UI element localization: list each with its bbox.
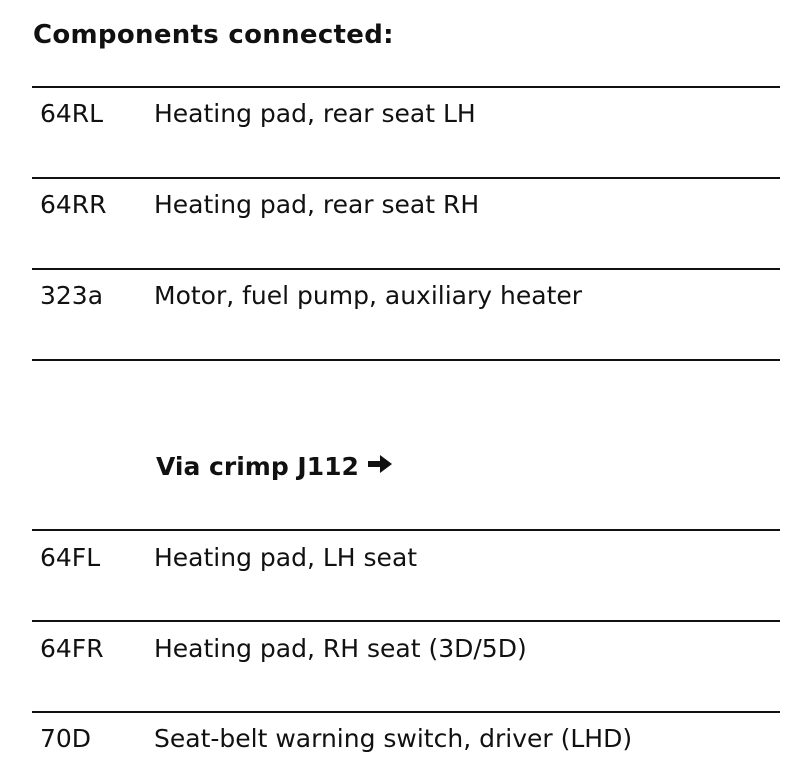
table-divider bbox=[32, 86, 780, 88]
table-divider bbox=[32, 268, 780, 270]
component-code: 323a bbox=[40, 281, 104, 310]
table-divider bbox=[32, 177, 780, 179]
component-description: Heating pad, LH seat bbox=[154, 543, 418, 572]
table-divider bbox=[32, 529, 780, 531]
component-description: Heating pad, rear seat LH bbox=[154, 99, 476, 128]
component-code: 64RL bbox=[40, 99, 104, 128]
component-code: 64FR bbox=[40, 634, 104, 663]
component-description: Motor, fuel pump, auxiliary heater bbox=[154, 281, 583, 310]
component-code: 70D bbox=[40, 724, 92, 753]
arrow-right-icon bbox=[367, 451, 393, 480]
component-code: 64FL bbox=[40, 543, 101, 572]
component-description: Heating pad, rear seat RH bbox=[154, 190, 480, 219]
table-divider bbox=[32, 359, 780, 361]
component-description: Seat-belt warning switch, driver (LHD) bbox=[154, 724, 633, 753]
component-code: 64RR bbox=[40, 190, 107, 219]
components-heading: Components connected: bbox=[33, 20, 394, 50]
component-description: Heating pad, RH seat (3D/5D) bbox=[154, 634, 527, 663]
crimp-subheading bbox=[156, 452, 393, 481]
table-divider bbox=[32, 620, 780, 622]
table-divider bbox=[32, 711, 780, 713]
crimp-subheading-label: Via crimp J112 bbox=[156, 452, 359, 481]
